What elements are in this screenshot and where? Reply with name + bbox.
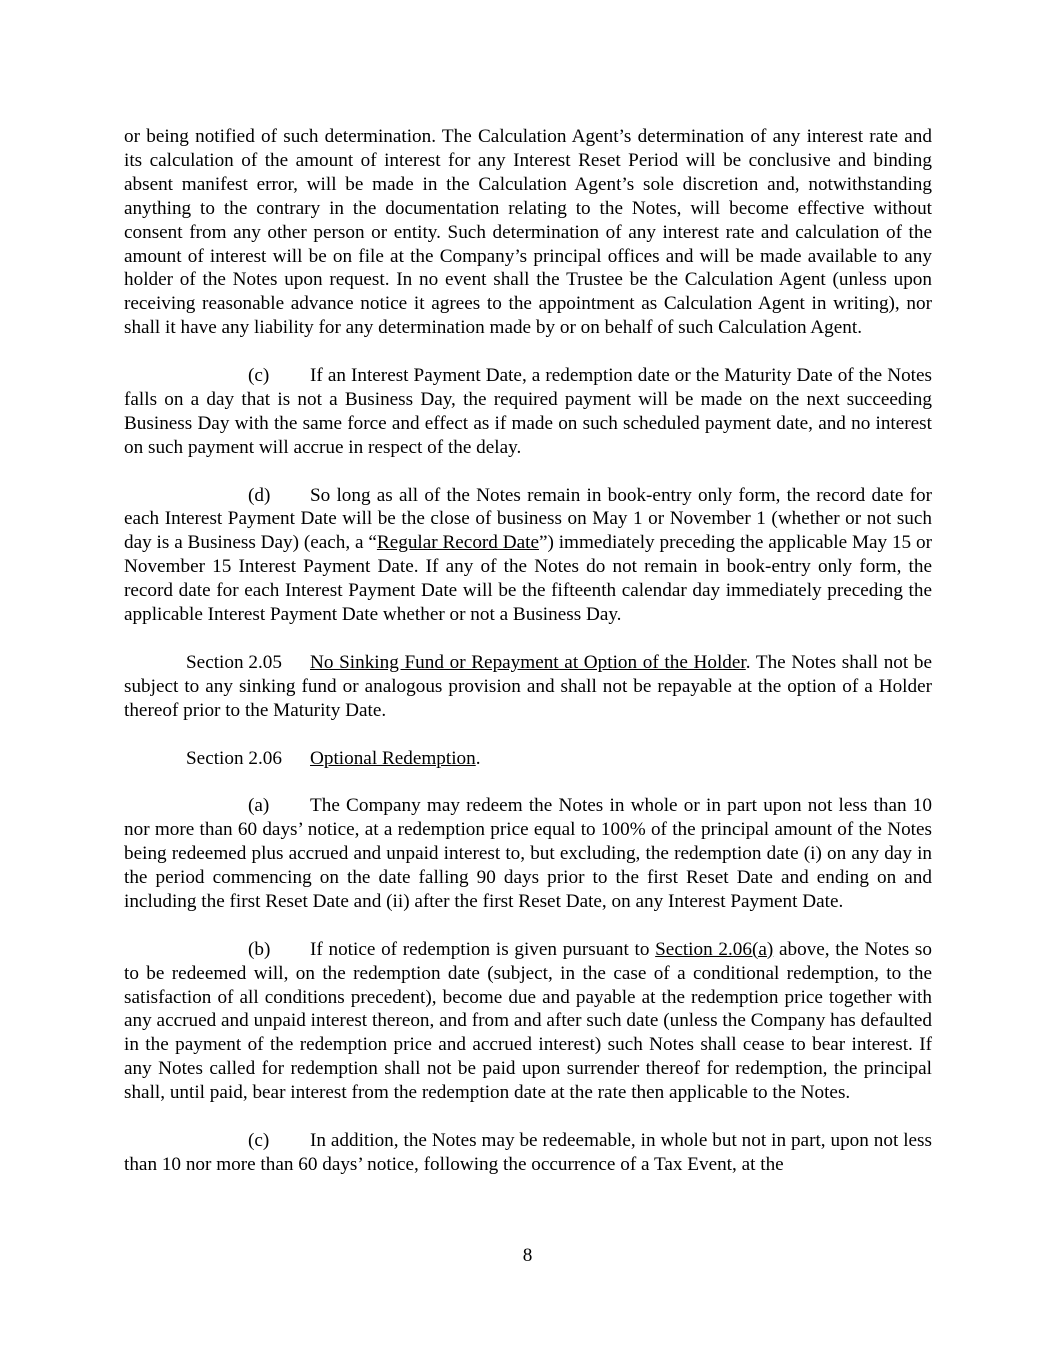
section-heading: No Sinking Fund or Repayment at Option of the Holder — [310, 651, 746, 673]
paragraph-text: or being notified of such determination. The Calculation Agent’s determination of any interest rate and its calculation of the amount of interest for any Interest Reset Period will be conclusive and binding absent manifest error, will be made in the Calculation Agent’s sole discretion and, notwithstanding anything to the contrary in the documentation relating to the Notes, will become effective without consent from any other person or entity. Such determination of any interest rate and calculation of the amount of interest will be on file at the Company’s principal offices and will be made available to any holder of the Notes upon request. In no event shall the Trustee be the Calculation Agent (unless upon receiving reasonable advance notice it agrees to the appointment as Calculation Agent in writing), nor shall it have any liability for any determination made by or on behalf of such Calculation Agent. — [124, 126, 932, 339]
paragraph-text: If an Interest Payment Date, a redemption date or the Maturity Date of the Notes falls on a day that is not a Business Day, the required payment will be made on the next succeeding Business Day with the same force and effect as if made on such scheduled payment date, and no interest on such payment will accrue in respect of the delay. — [124, 365, 932, 458]
paragraph-text: So long as all of the Notes remain in book-entry only form, the record date for each Interest Payment Date will be the close of business on May 1 or November 1 (whether or not such day is a Business Day) (each, a “ — [124, 484, 932, 554]
paragraph-text: above, the Notes so to be redeemed will, on the redemption date (subject, in the case of a conditional redemption, to the satisfaction of all conditions precedent), become due and payable at the redemption price together with any accrued and unpaid interest thereon, and from and after such date (unless the Company has defaulted in the payment of the redemption price and accrued interest) such Notes shall cease to bear interest. If any Notes called for redemption shall not be paid upon surrender thereof for redemption, the principal shall, until paid, bear interest from the redemption date at the rate then applicable to the Notes. — [124, 938, 932, 1104]
section-2-05 — [124, 651, 932, 723]
page-number: 8 — [522, 1245, 533, 1266]
subsection-label: (c) — [248, 1129, 270, 1151]
paragraph-text: If notice of redemption is given pursuant to — [310, 938, 656, 960]
paragraph-text: The Company may redeem the Notes in whole or in part upon not less than 10 nor more than 60 days’ notice, at a redemption price equal to 100% of the principal amount of the Notes being redeemed plus accrued and unpaid interest to, but excluding, the redemption date (i) on any day in the period commencing on the date falling 90 days prior to the first Reset Date and ending on and including the first Reset Date and (ii) after the first Reset Date, on any Interest Payment Date. — [124, 795, 932, 912]
document-page — [124, 125, 932, 1177]
section-heading: Optional Redemption — [310, 747, 476, 769]
section-number: Section 2.06 — [186, 747, 282, 769]
subsection-label: (c) — [248, 365, 270, 387]
paragraph-text: . — [475, 747, 481, 769]
paragraph-text: In addition, the Notes may be redeemable, in whole but not in part, upon not less than 10 nor more than 60 days’ notice, following the occurrence of a Tax Event, at the — [124, 1129, 932, 1175]
defined-term-regular-record-date: Regular Record Date — [376, 532, 539, 554]
paragraph-c-tax-event — [124, 1129, 932, 1177]
subsection-label: (d) — [248, 484, 271, 506]
paragraph-calculation-agent — [124, 125, 932, 340]
subsection-label: (a) — [248, 795, 270, 817]
paragraph-a-optional-redemption — [124, 794, 932, 914]
paragraph-b-notice-of-redemption — [124, 938, 932, 1105]
paragraph-text: . The Notes shall not be subject to any sinking fund or analogous provision and shall not be repayable at the option of a Holder thereof prior to the Maturity Date. — [124, 651, 932, 721]
section-2-06 — [124, 747, 932, 771]
section-number: Section 2.05 — [186, 651, 282, 673]
subsection-label: (b) — [248, 938, 271, 960]
cross-reference-section-2-06a: Section 2.06(a) — [655, 938, 774, 960]
paragraph-text: ”) immediately preceding the applicable May 15 or November 15 Interest Payment Date. If any of the Notes do not remain in book-entry only form, the record date for each Interest Payment Date will be the fifteenth calendar day immediately preceding the applicable Interest Payment Date whether or not a Business Day. — [124, 532, 932, 626]
paragraph-c-business-day — [124, 364, 932, 460]
paragraph-d-record-date — [124, 484, 932, 627]
